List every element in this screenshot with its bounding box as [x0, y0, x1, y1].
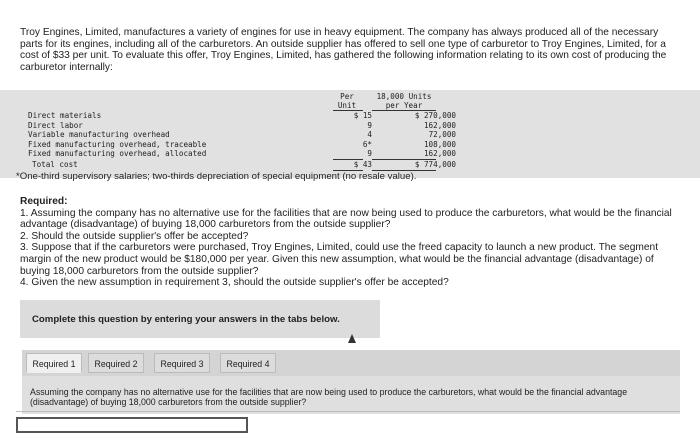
row-label: Direct materials	[28, 111, 102, 120]
row-year-value: 72,000	[428, 130, 456, 139]
intro-paragraph: Troy Engines, Limited, manufactures a variety of engines for use in heavy equipment. The company has always produced all of the necessary parts for its engines, including all of the carburetors. An outside supplier has offered to sell one type of carburetor to Troy Engines, Limited, for a cost of $33 per unit. To evaluate this offer, Troy Engines, Limited, has gathered the following information relating to its own cost of producing the carburetor internally:	[20, 27, 667, 73]
panel-question-text: Assuming the company has no alternative use for the facilities that are now being used to produce the carburetors, what would be the financial advantage (disadvantage) of buying 18,000 carburetors from the outside supplier?	[30, 387, 628, 408]
header-unit: Unit	[337, 101, 357, 110]
cost-row	[22, 121, 462, 131]
question-panel	[22, 376, 680, 414]
required-item-3: 3. Suppose that if the carburetors were purchased, Troy Engines, Limited, could use the freed capacity to launch a new product. The segment margin of the new product would be $180,000 per year. Given this new assumption, what would be the financial advantage (disadvantage) of buying 18,000 carburetors from the outside supplier?	[20, 242, 659, 277]
tab-required-3[interactable]: Required 3	[154, 353, 210, 373]
row-label: Direct labor	[28, 120, 83, 130]
required-title: Required:	[20, 196, 68, 207]
tab-required-1[interactable]: Required 1	[26, 353, 82, 373]
footnote: *One-third supervisory salaries; two-thirds depreciation of special equipment (no resale value).	[16, 171, 417, 182]
total-unit-value: $ 43	[353, 159, 372, 169]
row-year-value: $ 270,000	[414, 111, 456, 120]
cost-row	[22, 130, 462, 140]
row-unit-value: 9	[367, 149, 372, 158]
row-year-value: 162,000	[423, 149, 456, 158]
cost-row	[22, 111, 462, 121]
total-label: Total cost	[32, 159, 78, 169]
cost-row	[22, 149, 462, 159]
header-per-year	[368, 92, 440, 110]
header-per: Per	[340, 92, 354, 101]
row-unit-value: $ 15	[353, 111, 372, 120]
answer-input[interactable]	[16, 417, 248, 433]
mouse-cursor-icon	[348, 334, 356, 343]
row-unit-value: 4	[367, 130, 372, 139]
cost-row	[22, 140, 462, 150]
complete-instruction-box	[20, 300, 380, 338]
required-item-4: 4. Given the new assumption in requirement 3, should the outside supplier's offer be accepted?	[20, 277, 449, 289]
required-item-2: 2. Should the outside supplier's offer be accepted?	[20, 230, 249, 242]
row-label: Variable manufacturing overhead	[28, 130, 170, 139]
header-per-unit	[329, 92, 365, 110]
header-units: 18,000 Units	[376, 92, 432, 101]
row-unit-value: 6*	[362, 139, 372, 149]
required-item-1: 1. Assuming the company has no alternative use for the facilities that are now being used to produce the carburetors, what would be the financial advantage (disadvantage) of buying 18,000 carburetors from the outside supplier?	[20, 207, 672, 231]
header-year: per Year	[385, 101, 423, 110]
required-section	[20, 196, 680, 289]
total-year-value: $ 774,000	[414, 159, 456, 169]
total-row	[22, 160, 462, 170]
row-unit-value: 9	[367, 120, 372, 130]
divider	[16, 411, 680, 412]
row-year-value: 108,000	[423, 139, 456, 149]
tab-required-2[interactable]: Required 2	[88, 353, 144, 373]
complete-instruction-text: Complete this question by entering your answers in the tabs below.	[32, 314, 340, 325]
tab-required-4[interactable]: Required 4	[220, 353, 276, 373]
row-year-value: 162,000	[423, 120, 456, 130]
row-label: Fixed manufacturing overhead, traceable	[28, 139, 207, 149]
cost-table	[0, 90, 700, 178]
row-label: Fixed manufacturing overhead, allocated	[28, 149, 207, 158]
tab-bar	[22, 350, 680, 376]
